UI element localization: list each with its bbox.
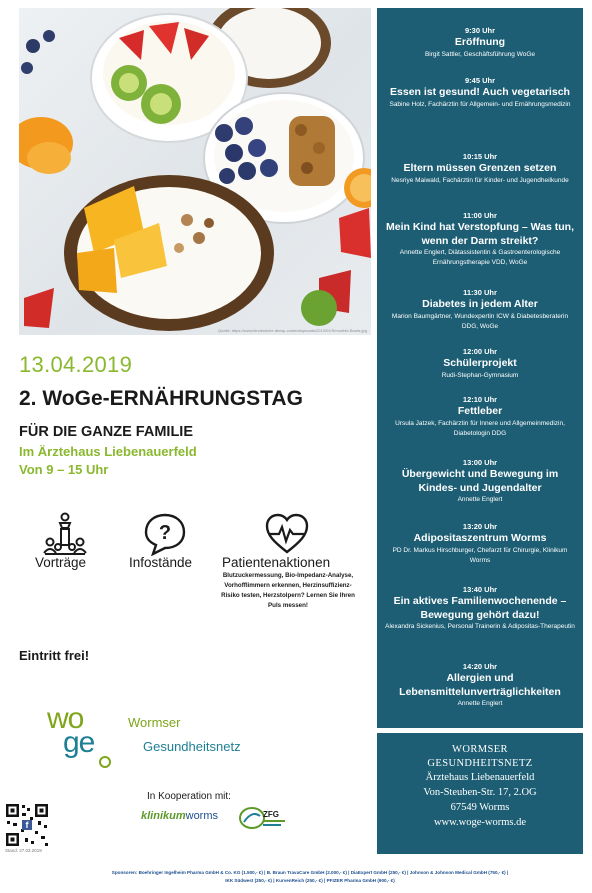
partner-logo-klinikum — [141, 810, 218, 822]
program-time: 12:10 Uhr — [462, 395, 498, 404]
program-time: 13:40 Uhr — [462, 585, 498, 594]
sponsors-line1: Sponsoren: Boehringer Ingelheim Pharma GmbH & Co. KG (1.500,- €) | B. Braun TravaCare GmbH (2.000,- €) | DiaExpert GmbH (250,- €) | Johnson & Johnson Medical GmbH (750,- €) | — [111, 870, 509, 875]
event-venue: Im Ärztehaus Liebenauerfeld — [19, 444, 197, 459]
program-item — [377, 346, 583, 381]
question-bubble-icon — [143, 512, 187, 556]
program-speaker: Nesriye Maiwald, Fachärztin für Kinder- und Jugendheilkunde — [391, 176, 569, 184]
program-time: 13:20 Uhr — [462, 522, 498, 531]
program-time: 9:45 Uhr — [464, 76, 495, 85]
event-title: 2. WoGe-ERNÄHRUNGSTAG — [19, 387, 303, 410]
contact-street: Von-Steuben-Str. 17, 2.OG — [423, 787, 537, 798]
contact-panel — [377, 733, 583, 854]
program-item — [377, 287, 583, 332]
program-speaker: Birgit Sattler, Geschäftsführung WoGe — [424, 50, 536, 58]
lectern-audience-icon — [43, 512, 87, 556]
qr-code[interactable] — [5, 803, 49, 847]
partner-klinikum-text: klinikum — [141, 810, 186, 822]
program-speaker: Marion Baumgärtner, Wundexpertin ICW & Diabetesberaterin DDG, WoGe — [391, 312, 569, 330]
program-time: 9:30 Uhr — [464, 26, 495, 35]
smoothie-bowls-illustration — [19, 8, 371, 335]
hero-photo — [19, 8, 371, 335]
program-item — [377, 25, 583, 60]
feature-label-vortraege: Vorträge — [35, 555, 87, 570]
svg-text:wo: wo — [47, 702, 84, 735]
program-title: Eröffnung — [454, 36, 506, 48]
program-speaker: Rudi-Stephan-Gymnasium — [441, 371, 519, 379]
program-time: 11:00 Uhr — [463, 211, 497, 220]
program-title: Adipositaszentrum Worms — [413, 532, 547, 544]
contact-building: Ärztehaus Liebenauerfeld — [425, 772, 535, 783]
program-item — [377, 521, 583, 566]
program-item — [377, 584, 583, 632]
contact-city: 67549 Worms — [450, 802, 510, 813]
partner-zfg-text: ZFG — [263, 810, 279, 819]
program-item — [377, 457, 583, 505]
program-title: Eltern müssen Grenzen setzen — [403, 162, 557, 174]
woge-logo-icon — [47, 700, 147, 770]
svg-text:f: f — [25, 820, 29, 830]
program-title: Allergien und Lebensmittelunverträglichkeiten — [399, 672, 561, 698]
program-title: Mein Kind hat Verstopfung – Was tun, wenn der Darm streikt? — [385, 221, 575, 247]
feature-label-patientenaktionen: Patientenaktionen — [222, 555, 331, 570]
program-time: 11:30 Uhr — [463, 288, 497, 297]
contact-name-line1: WORMSER — [452, 744, 508, 755]
sponsors-list — [52, 869, 568, 885]
feature-description-patientenaktionen: Blutzuckermessung, Bio-Impedanz-Analyse, Vorhofflimmern erkennen, Herzinsuffizienz-Risiko testen, Herzstolpern? Lernen Sie Ihren Puls messen! — [221, 572, 355, 609]
program-title: Diabetes in jedem Alter — [422, 298, 538, 310]
heart-pulse-icon — [264, 512, 310, 556]
program-item — [377, 75, 583, 110]
program-speaker: Annette Englert — [457, 496, 503, 503]
program-title: Schülerprojekt — [443, 357, 517, 369]
event-hours: Von 9 – 15 Uhr — [19, 462, 109, 477]
program-speaker: Annette Englert — [457, 700, 503, 707]
program-time: 12:00 Uhr — [462, 347, 498, 356]
svg-text:ge: ge — [63, 726, 95, 759]
photo-credit: Quelle: https://www.kindersiche.de/wp-content/uploads/2019/01/Smoothie-Bowls.jpg — [218, 328, 367, 333]
program-title: Ein aktives Familienwochenende – Bewegung gehört dazu! — [393, 595, 567, 621]
program-speaker: Annette Englert, Diätassistentin & Gastroenterologische Ernährungstherapie VDD, WoGe — [399, 249, 561, 266]
program-time: 10:15 Uhr — [462, 152, 498, 161]
event-subtitle: FÜR DIE GANZE FAMILIE — [19, 424, 193, 440]
program-panel — [377, 8, 583, 728]
program-speaker: Sabine Holz, Fachärztin für Allgemein- und Ernährungsmedizin — [389, 100, 571, 108]
qr-stamp: Stand: 27.03.2019 — [5, 848, 42, 853]
partner-logo-zfg — [238, 806, 288, 830]
sponsors-line2: IKK Südwest (250,- €) | KurvenReich (250,- €) | PFIZER Pharma GmbH (900,- €) — [225, 878, 395, 883]
program-speaker: Ursula Jatzek, Fachärztin für Innere und Allgemeinmedizin, Diabetologin DDG — [395, 419, 565, 437]
program-speaker: Alexandra Sickenius, Personal Trainerin & Adipositas-Therapeutin — [385, 623, 575, 630]
program-item — [377, 151, 583, 186]
program-item — [377, 210, 583, 268]
logo-text-line2: Gesundheitsnetz — [143, 739, 241, 754]
admission-note: Eintritt frei! — [19, 648, 90, 663]
program-item — [377, 394, 583, 439]
program-time: 14:20 Uhr — [462, 662, 498, 671]
partner-worms-text: worms — [185, 810, 219, 822]
program-time: 13:00 Uhr — [462, 458, 498, 467]
program-item — [377, 661, 583, 709]
program-title: Übergewicht und Bewegung im Kindes- und Jugendalter — [401, 468, 559, 494]
contact-name-line2: GESUNDHEITSNETZ — [427, 757, 533, 769]
program-title: Essen ist gesund! Auch vegetarisch — [390, 86, 570, 98]
contact-website-link[interactable]: www.woge-worms.de — [433, 817, 527, 828]
feature-label-infostaende: Infostände — [129, 555, 193, 570]
program-speaker: PD Dr. Markus Hirschburger, Chefarzt für Chirurgie, Klinikum Worms — [392, 546, 568, 564]
cooperation-label: In Kooperation mit: — [147, 791, 231, 802]
logo-text-line1: Wormser — [128, 715, 181, 730]
program-title: Fettleber — [457, 405, 503, 417]
event-date: 13.04.2019 — [19, 352, 133, 377]
svg-text:?: ? — [158, 522, 172, 544]
